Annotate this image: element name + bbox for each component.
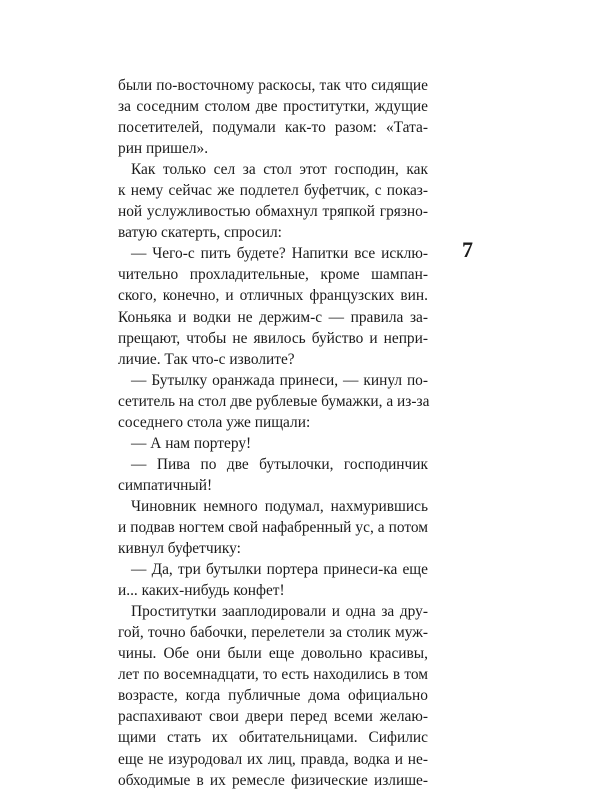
page-number: 7 [462, 237, 473, 262]
text-line: — Да, три бутылки портера принеси-ка еще [131, 561, 428, 579]
text-line: обходимые в их ремесле физические излише- [118, 771, 428, 789]
text-line: — Пива по две бутылочки, господинчик [131, 455, 428, 473]
text-line: чины. Обе они были еще довольно красивы, [118, 645, 428, 663]
text-line: и... каких-нибудь конфет! [118, 582, 285, 600]
text-line: возрасте, когда публичные дома официально [118, 687, 428, 705]
text-line: лет по восемнадцати, то есть находились в том [118, 666, 428, 684]
text-line: ского, конечно, и отличных французских вин. [118, 287, 428, 305]
text-line: симпатичный! [118, 476, 213, 494]
text-line: прещают, чтобы не явилось буйство и непри- [118, 329, 428, 347]
text-line: Проститутки зааплодировали и одна за дру- [131, 603, 428, 621]
text-line: кивнул буфетчику: [118, 540, 241, 558]
text-line: ватую скатерть, спросил: [118, 224, 282, 242]
text-line: гой, точно бабочки, перелетели за столик муж- [118, 624, 428, 642]
text-line: рин пришел». [118, 140, 209, 158]
text-line: были по-восточному раскосы, так что сидящие [118, 77, 428, 94]
text-line: — Бутылку оранжада принеси, — кинул по- [131, 371, 428, 389]
text-line: — А нам портеру! [131, 434, 252, 452]
body-text [118, 75, 428, 791]
text-line: — Чего-с пить будете? Напитки все исклю- [131, 245, 428, 263]
text-line: Чиновник немного подумал, нахмурившись [131, 497, 428, 515]
text-line: личие. Так что-с изволите? [118, 350, 295, 368]
text-line: щими стать их обитательницами. Сифилис [118, 729, 428, 747]
text-line: Коньяка и водки не держим-с — правила за- [118, 308, 428, 326]
text-line: ной услужливостью обмахнул тряпкой грязно- [118, 203, 428, 221]
text-line: распахивают свои двери перед всеми желаю- [118, 708, 428, 726]
text-line: к нему сейчас же подлетел буфетчик, с показ- [118, 182, 428, 200]
text-line: Как только сел за стол этот господин, как [131, 161, 428, 179]
text-line: соседнего стола уже пищали: [118, 413, 311, 431]
text-line: сетитель на стол две рублевые бумажки, а из-за [118, 392, 430, 410]
text-line: и подвав ногтем свой нафабренный ус, а потом [118, 518, 428, 536]
text-line: еще не изуродовал их лиц, правда, водка и не- [118, 750, 428, 768]
text-line: за соседним столом две проститутки, ждущие [118, 98, 428, 116]
text-line: чительно прохладительные, кроме шампан- [118, 266, 428, 284]
text-line: посетителей, подумали как-то разом: «Тата- [118, 119, 428, 137]
